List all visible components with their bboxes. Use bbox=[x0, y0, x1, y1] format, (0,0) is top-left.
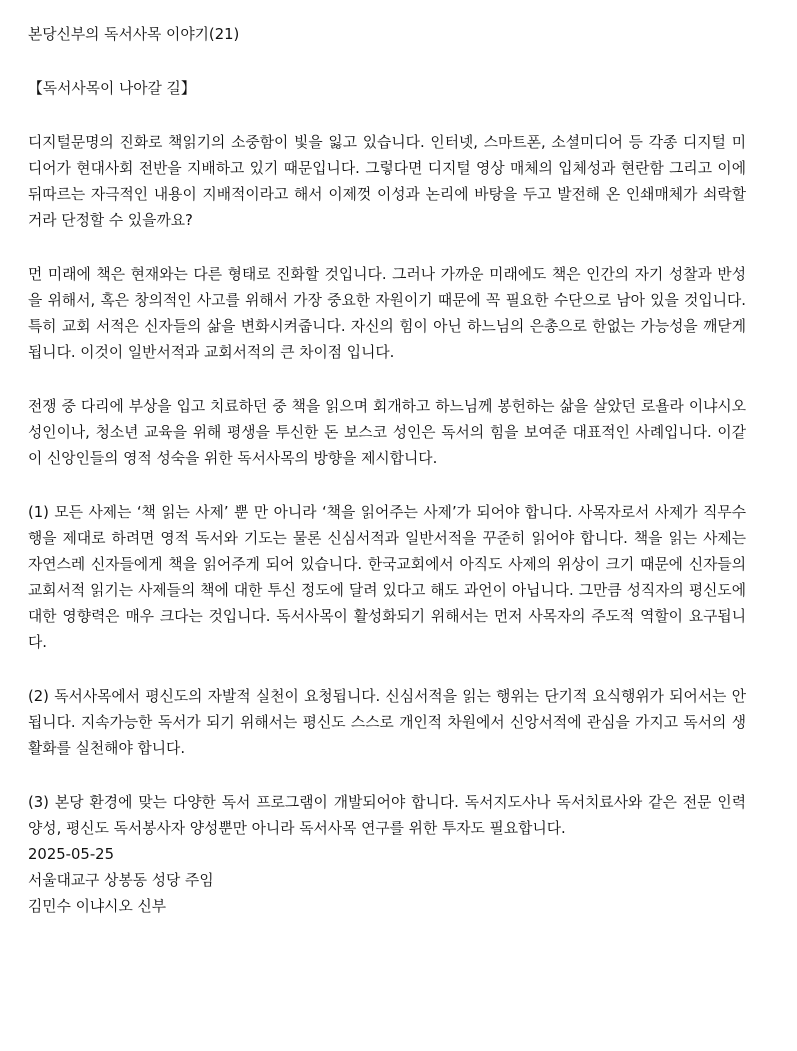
spacer bbox=[28, 234, 746, 262]
author-affiliation: 서울대교구 상봉동 성당 주임 bbox=[28, 872, 214, 889]
paragraph-point-2: (2) 독서사목에서 평신도의 자발적 실천이 요청됩니다. 신심서적을 읽는 행위는 단기적 요식행위가 되어서는 안 됩니다. 지속가능한 독서가 되기 위해서는 평신도 스스로 개인적 차원에서 신앙서적에 관심을 가지고 독서의 생활화를 실천해야 합니다. bbox=[28, 688, 746, 757]
document-title: 본당신부의 독서사목 이야기(21) bbox=[28, 26, 240, 43]
paragraph-point-1: (1) 모든 사제는 ‘책 읽는 사제’ 뿐 만 아니라 ‘책을 읽어주는 사제’가 되어야 합니다. 사목자로서 사제가 직무수행을 제대로 하려면 영적 독서와 기도는 물론 신심서적과 일반서적을 꾸준히 읽어야 합니다. 책을 읽는 사제는 자연스레 신자들에게 책을 읽어주게 되어 있습니다. 한국교회에서 아직도 사제의 위상이 크기 때문에 신자들의 교회서적 읽기는 사제들의 책에 대한 투신 정도에 달려 있다고 해도 과언이 아닙니다. 그만큼 성직자의 평신도에 대한 영향력은 매우 크다는 것입니다. 독서사목이 활성화되기 위해서는 먼저 사목자의 주도적 역할이 요구됩니다. bbox=[28, 504, 746, 651]
date: 2025-05-25 bbox=[28, 846, 114, 863]
spacer bbox=[28, 656, 746, 684]
spacer bbox=[28, 472, 746, 500]
signature-block bbox=[28, 842, 746, 920]
paragraph-intro: 디지털문명의 진화로 책읽기의 소중함이 빛을 잃고 있습니다. 인터넷, 스마트폰, 소셜미디어 등 각종 디지털 미디어가 현대사회 전반을 지배하고 있기 때문입니다. 그렇다면 디지털 영상 매체의 입체성과 현란함 그리고 이에 뒤따르는 자극적인 내용이 지배적이라고 해서 이제껏 이성과 논리에 바탕을 두고 발전해 온 인쇄매체가 쇠락할거라 단정할 수 있을까요? bbox=[28, 134, 746, 229]
spacer bbox=[28, 366, 746, 394]
paragraph-future-of-books: 먼 미래에 책은 현재와는 다른 형태로 진화할 것입니다. 그러나 가까운 미래에도 책은 인간의 자기 성찰과 반성을 위해서, 혹은 창의적인 사고를 위해서 가장 중요한 자원이기 때문에 꼭 필요한 수단으로 남아 있을 것입니다. 특히 교회 서적은 신자들의 삶을 변화시켜줍니다. 자신의 힘이 아닌 하느님의 은총으로 한없는 가능성을 깨닫게 됩니다. 이것이 일반서적과 교회서적의 큰 차이점 입니다. bbox=[28, 266, 746, 361]
spacer bbox=[28, 48, 746, 76]
paragraph-saints-examples: 전쟁 중 다리에 부상을 입고 치료하던 중 책을 읽으며 회개하고 하느님께 봉헌하는 삶을 살았던 로욜라 이냐시오 성인이나, 청소년 교육을 위해 평생을 투신한 돈 보스코 성인은 독서의 힘을 보여준 대표적인 사례입니다. 이같이 신앙인들의 영적 성숙을 위한 독서사목의 방향을 제시합니다. bbox=[28, 398, 746, 467]
paragraph-point-3: (3) 본당 환경에 맞는 다양한 독서 프로그램이 개발되어야 합니다. 독서지도사나 독서치료사와 같은 전문 인력 양성, 평신도 독서봉사자 양성뿐만 아니라 독서사목 연구를 위한 투자도 필요합니다. bbox=[28, 794, 746, 837]
spacer bbox=[28, 102, 746, 130]
section-heading: 【독서사목이 나아갈 길】 bbox=[28, 80, 196, 97]
author-name: 김민수 이냐시오 신부 bbox=[28, 898, 167, 915]
spacer bbox=[28, 762, 746, 790]
